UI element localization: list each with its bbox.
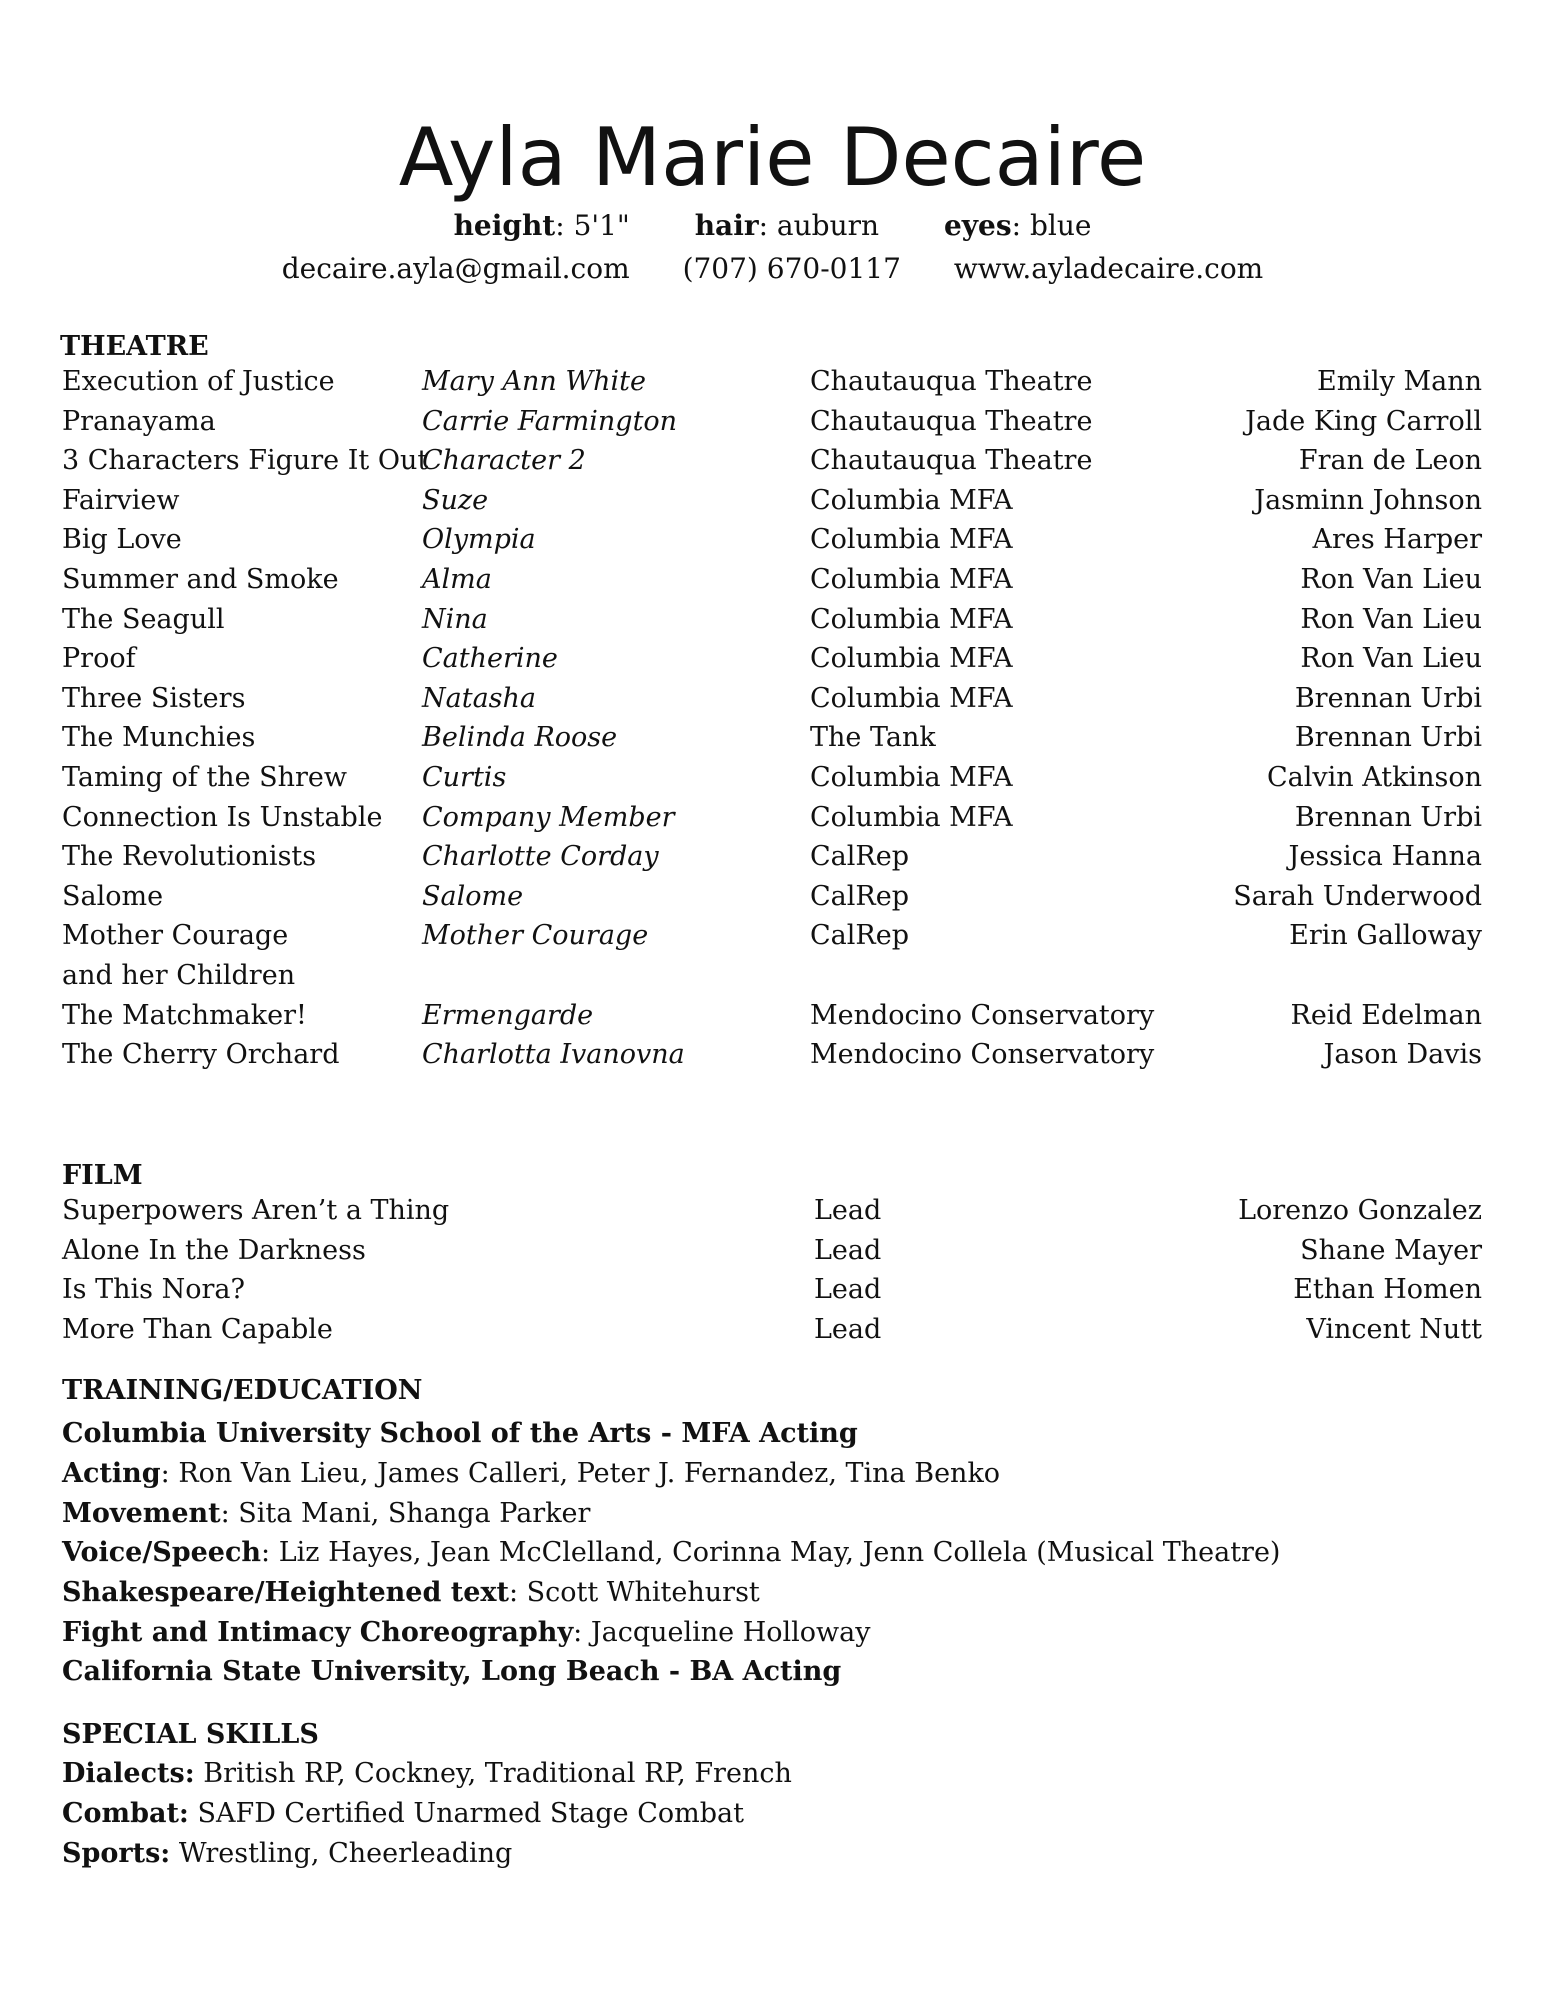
role: Ermengarde xyxy=(422,999,594,1031)
physical-stats xyxy=(0,206,1545,246)
director: Fran de Leon xyxy=(1298,445,1482,477)
film-title: More Than Capable xyxy=(62,1313,333,1345)
training-label: Fight and Intimacy Choreography xyxy=(62,1617,574,1648)
company: Columbia MFA xyxy=(810,484,1013,516)
school-columbia xyxy=(62,1414,858,1454)
director: Emily Mann xyxy=(1317,366,1482,397)
theatre-row xyxy=(62,481,1482,521)
school-csulb-text: California State University, Long Beach - BA Acting xyxy=(62,1656,842,1687)
production-title: Salome xyxy=(62,880,164,912)
director: Calvin Atkinson xyxy=(1266,762,1482,793)
training-heading: TRAINING/EDUCATION xyxy=(62,1375,423,1406)
theatre-row xyxy=(62,441,1482,481)
skill-line xyxy=(62,1834,512,1874)
skill-line xyxy=(62,1754,792,1794)
company: Columbia MFA xyxy=(810,564,1013,595)
role: Mary Ann White xyxy=(422,366,646,397)
skill-text: British RP, Cockney, Traditional RP, French xyxy=(194,1758,792,1789)
training-line xyxy=(62,1533,1280,1573)
theatre-row xyxy=(62,362,1482,402)
production-title: Pranayama xyxy=(62,405,216,437)
skill-text: Wrestling, Cheerleading xyxy=(170,1838,513,1869)
production-title: The Revolutionists xyxy=(62,841,317,873)
company: Columbia MFA xyxy=(810,762,1013,793)
theatre-row xyxy=(62,639,1482,679)
company: Columbia MFA xyxy=(810,603,1013,635)
training-text: : Scott Whitehurst xyxy=(508,1577,760,1608)
hair-label: hair xyxy=(694,209,759,242)
school-csulb xyxy=(62,1652,841,1692)
training-line xyxy=(62,1454,1000,1494)
role: Natasha xyxy=(422,682,537,714)
training-text: : Jacqueline Holloway xyxy=(573,1617,871,1648)
role: Carrie Farmington xyxy=(422,405,678,437)
role: Character 2 xyxy=(422,445,586,477)
training-line xyxy=(62,1494,590,1534)
company: Chautauqua Theatre xyxy=(810,366,1093,397)
training-label: Voice/Speech xyxy=(62,1537,262,1568)
film-row xyxy=(62,1310,1482,1350)
director: Reid Edelman xyxy=(1290,999,1482,1031)
theatre-row xyxy=(62,758,1482,798)
skill-label: Dialects: xyxy=(62,1758,195,1789)
eyes-value: : blue xyxy=(1011,209,1092,242)
training-label: Acting xyxy=(62,1458,161,1489)
company: CalRep xyxy=(810,920,909,952)
role: Olympia xyxy=(422,524,536,556)
director: Brennan Urbi xyxy=(1294,682,1482,714)
training-text: : Ron Van Lieu, James Calleri, Peter J. Fernandez, Tina Benko xyxy=(160,1458,1001,1489)
director: Ron Van Lieu xyxy=(1300,564,1482,595)
website-url: www.ayladecaire.com xyxy=(953,252,1264,285)
theatre-row xyxy=(62,402,1482,442)
director: Ron Van Lieu xyxy=(1300,603,1482,635)
theatre-row xyxy=(62,718,1482,758)
skill-line xyxy=(62,1794,744,1834)
director: Ron Van Lieu xyxy=(1300,643,1482,675)
eyes-label: eyes xyxy=(943,209,1012,242)
company: Columbia MFA xyxy=(810,524,1013,556)
film-role: Lead xyxy=(814,1274,882,1306)
film-row xyxy=(62,1231,1482,1271)
film-title: Alone In the Darkness xyxy=(62,1234,366,1266)
training-label: Movement xyxy=(62,1498,221,1529)
production-title: The Seagull xyxy=(62,603,225,635)
film-role: Lead xyxy=(814,1313,882,1345)
hair-stat xyxy=(695,209,879,242)
skill-label: Sports: xyxy=(62,1838,171,1869)
email-address: decaire.ayla@gmail.com xyxy=(281,252,630,285)
company: CalRep xyxy=(810,841,909,873)
skills-heading: SPECIAL SKILLS xyxy=(62,1719,319,1750)
company: Columbia MFA xyxy=(810,643,1013,675)
role: Charlotta Ivanovna xyxy=(422,1039,685,1071)
director: Jessica Hanna xyxy=(1288,841,1482,873)
skill-label: Combat: xyxy=(62,1798,189,1829)
role: Mother Courage xyxy=(422,920,649,952)
eyes-stat xyxy=(944,209,1092,242)
production-title: The Matchmaker! xyxy=(62,999,307,1031)
production-title: Proof xyxy=(62,643,136,675)
training-text: : Sita Mani, Shanga Parker xyxy=(220,1498,591,1529)
director: Brennan Urbi xyxy=(1294,801,1482,833)
production-title: Connection Is Unstable xyxy=(62,801,383,833)
hair-value: : auburn xyxy=(758,209,880,242)
height-value: : 5'1" xyxy=(555,209,630,242)
company: CalRep xyxy=(810,880,909,912)
director: Sarah Underwood xyxy=(1233,880,1482,912)
theatre-row xyxy=(62,996,1482,1036)
role: Suze xyxy=(422,484,489,516)
school-columbia-text: Columbia University School of the Arts - MFA Acting xyxy=(62,1418,858,1449)
role: Curtis xyxy=(422,762,507,793)
production-title: 3 Characters Figure It Out xyxy=(62,445,429,477)
production-title: Fairview xyxy=(62,484,180,516)
role: Nina xyxy=(422,603,488,635)
height-label: height xyxy=(453,209,556,242)
film-director: Vincent Nutt xyxy=(1306,1313,1482,1345)
training-line xyxy=(62,1573,760,1613)
film-director: Lorenzo Gonzalez xyxy=(1238,1195,1482,1226)
director: Jason Davis xyxy=(1323,1039,1482,1071)
company: Mendocino Conservatory xyxy=(810,999,1155,1031)
director: Brennan Urbi xyxy=(1294,722,1482,754)
director: Erin Galloway xyxy=(1289,920,1482,952)
production-title: The Munchies xyxy=(62,722,256,754)
contact-info xyxy=(0,249,1545,289)
production-title: Three Sisters xyxy=(62,682,246,714)
director: Ares Harper xyxy=(1312,524,1482,556)
actor-name: Ayla Marie Decaire xyxy=(398,111,1147,204)
training-line xyxy=(62,1613,871,1653)
training-text: : Liz Hayes, Jean McClelland, Corinna May, Jenn Collela (Musical Theatre) xyxy=(261,1537,1281,1568)
role: Company Member xyxy=(422,801,675,833)
theatre-row xyxy=(62,560,1482,600)
film-director: Shane Mayer xyxy=(1300,1234,1482,1266)
film-role: Lead xyxy=(814,1195,882,1226)
company: Chautauqua Theatre xyxy=(810,405,1093,437)
company: Columbia MFA xyxy=(810,682,1013,714)
production-title: Taming of the Shrew xyxy=(62,762,348,793)
company: Chautauqua Theatre xyxy=(810,445,1093,477)
film-director: Ethan Homen xyxy=(1293,1274,1482,1306)
film-title: Superpowers Aren’t a Thing xyxy=(62,1195,450,1226)
role: Belinda Roose xyxy=(422,722,618,754)
director: Jasminn Johnson xyxy=(1254,484,1482,516)
theatre-row xyxy=(62,1035,1482,1075)
production-title: and her Children xyxy=(62,960,296,991)
production-title: Summer and Smoke xyxy=(62,564,339,595)
production-title: Execution of Justice xyxy=(62,366,335,397)
company: The Tank xyxy=(810,722,936,754)
theatre-row xyxy=(62,877,1482,917)
theatre-row xyxy=(62,679,1482,719)
company: Columbia MFA xyxy=(810,801,1013,833)
role: Catherine xyxy=(422,643,558,675)
role: Salome xyxy=(422,880,524,912)
production-title: Big Love xyxy=(62,524,182,556)
film-title: Is This Nora? xyxy=(62,1274,245,1306)
role: Alma xyxy=(422,564,492,595)
theatre-row xyxy=(62,798,1482,838)
film-role: Lead xyxy=(814,1234,882,1266)
theatre-heading: THEATRE xyxy=(60,331,209,362)
film-heading: FILM xyxy=(62,1160,143,1191)
production-title: The Cherry Orchard xyxy=(62,1039,340,1071)
theatre-row xyxy=(62,600,1482,640)
production-title: Mother Courage xyxy=(62,920,289,952)
role: Charlotte Corday xyxy=(422,841,659,873)
theatre-row xyxy=(62,520,1482,560)
film-row xyxy=(62,1191,1482,1231)
director: Jade King Carroll xyxy=(1245,405,1482,437)
theatre-row xyxy=(62,916,1482,956)
theatre-row xyxy=(62,956,1482,996)
film-row xyxy=(62,1270,1482,1310)
training-label: Shakespeare/Heightened text xyxy=(62,1577,509,1608)
height-stat xyxy=(454,209,630,242)
phone-number: (707) 670-0117 xyxy=(682,252,901,285)
skill-text: SAFD Certified Unarmed Stage Combat xyxy=(188,1798,744,1829)
company: Mendocino Conservatory xyxy=(810,1039,1155,1071)
theatre-row xyxy=(62,837,1482,877)
